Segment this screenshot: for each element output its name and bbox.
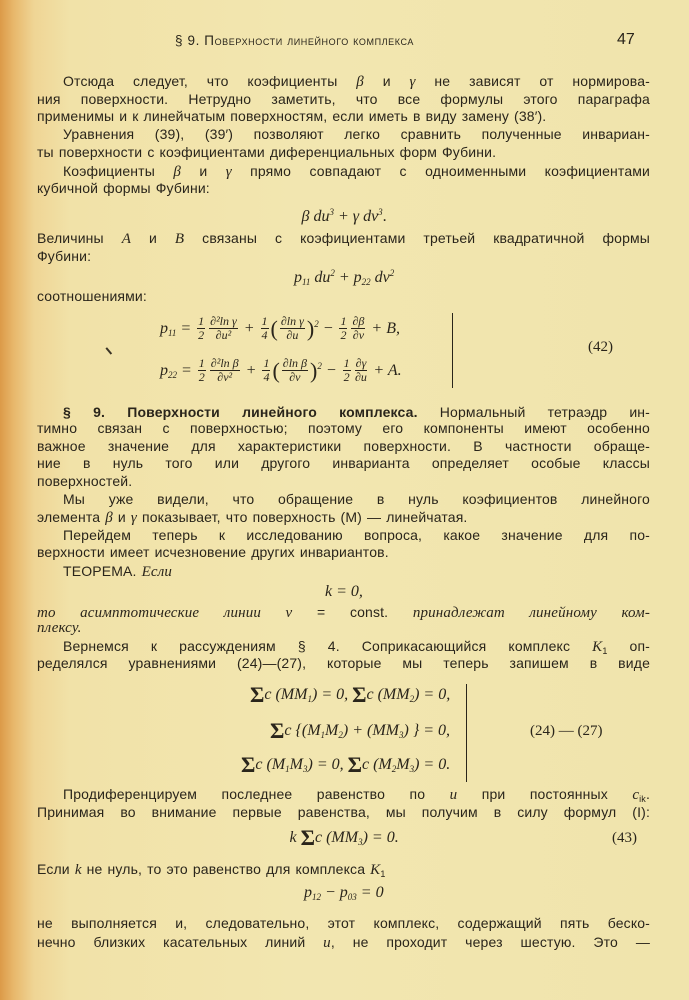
italic-run: u [323, 935, 331, 951]
text-run: Принимая во внимание первые равенства, мы получим в силу формул (I): [37, 804, 650, 820]
text-line [37, 472, 650, 490]
text-run: c (M [362, 756, 392, 773]
italic-run: β [173, 164, 181, 180]
subscript: 3 [302, 764, 308, 774]
subscript: 2 [409, 694, 415, 704]
text-run: p [160, 319, 168, 337]
formula-row [302, 202, 387, 227]
text-run: оп- [607, 638, 650, 654]
text-run: и [131, 230, 175, 246]
text-run: c {(M [284, 722, 321, 739]
fraction-denominator: ∂u² [215, 328, 232, 343]
text-line [37, 419, 650, 437]
text-run: Величины [37, 230, 122, 246]
text-run: Перейдем теперь к исследованию вопроса, какое значение для по- [63, 527, 650, 543]
fraction-denominator: 4 [261, 328, 268, 343]
text-run: ) + (MM [342, 722, 399, 739]
text-line [37, 125, 650, 143]
text-run: элемента [37, 509, 106, 525]
text-run: . [645, 786, 650, 802]
fraction-numerator: 1 [261, 314, 268, 329]
text-run: − p [321, 884, 348, 901]
equation-number: (24) — (27) [530, 723, 603, 739]
fraction [351, 315, 365, 342]
fraction [209, 315, 238, 342]
text-line [37, 654, 650, 672]
italic-run: Если [141, 564, 173, 580]
sum-sign: Σ [270, 718, 285, 743]
text-run: M [325, 722, 339, 739]
fraction-denominator: 2 [340, 328, 347, 343]
text-line [37, 526, 650, 544]
text-run: Нормальный тетраэдр ин- [417, 404, 650, 420]
italic-run: принадлежат линейному ком- [412, 605, 650, 621]
text-run: c (MM [264, 686, 308, 703]
formula-row [160, 356, 402, 385]
sum-sign: Σ [352, 682, 367, 707]
fraction-denominator: 2 [198, 328, 205, 343]
text-run: dv [370, 268, 390, 286]
italic-run: c [632, 787, 640, 803]
fraction-denominator: ∂v² [217, 370, 233, 385]
subscript: 11 [168, 327, 177, 338]
italic-run: K [370, 862, 381, 878]
fraction-denominator: 2 [343, 370, 350, 385]
text-run: нечно близких касательных линий [37, 934, 324, 950]
text-run: − [321, 361, 341, 379]
subscript: 22 [361, 276, 371, 287]
fraction [355, 357, 368, 384]
fraction [339, 315, 347, 342]
text-run: ние в нуль того или другого инварианта определяет особые классы [37, 455, 650, 471]
text-line [37, 107, 650, 125]
fraction-numerator: 1 [198, 314, 205, 329]
equation-number: (43) [612, 830, 637, 846]
subscript: 1 [285, 764, 290, 774]
italic-run: β [356, 74, 364, 90]
fraction-numerator: ∂²ln β [210, 356, 239, 371]
text-run: + A. [369, 361, 402, 379]
text-run: ния поверхности. Нетрудно заметить, что все формулы этого параграфа [37, 91, 650, 107]
text-run: M [289, 756, 303, 773]
text-line [37, 618, 650, 637]
text-line [37, 143, 650, 161]
fraction [210, 357, 240, 384]
text-run: + B, [367, 319, 400, 337]
parenthesis: ) [306, 315, 315, 341]
formula-row [289, 825, 399, 852]
fraction-denominator: ∂u [286, 328, 299, 343]
text-run: и [363, 73, 410, 89]
text-run: Коэфициенты [63, 163, 174, 179]
fraction-numerator: ∂ln γ [280, 314, 304, 329]
text-run: = [176, 319, 196, 337]
text-run: ) = 0. [414, 756, 451, 773]
text-run: p [294, 268, 302, 286]
text-run: важное значение для характеристики поверхности. В частности обраще- [37, 438, 650, 454]
text-run: k = 0, [325, 583, 363, 600]
superscript: 3 [329, 206, 334, 217]
text-run: ТЕОРЕМА. [63, 563, 142, 579]
subscript: 1 [307, 694, 312, 704]
subscript: 22 [168, 369, 177, 380]
fraction-numerator: 1 [263, 356, 270, 371]
subscript: 12 [312, 892, 321, 902]
text-run: + [239, 319, 259, 337]
fraction-numerator: 1 [343, 356, 350, 371]
text-run: связаны с коэфициентами третьей квадратичной формы [184, 230, 650, 246]
text-run: Фубини: [37, 248, 92, 264]
subscript: 3 [358, 837, 363, 847]
fraction [282, 357, 308, 384]
fraction-denominator: ∂v [352, 328, 365, 343]
fraction [261, 315, 269, 342]
equation-brace [466, 684, 467, 782]
text-run: Вернемся к рассуждениям § 4. Соприкасающийся комплекс [63, 638, 593, 654]
stray-pen-mark [106, 347, 112, 354]
text-line [37, 803, 650, 821]
formula-row [304, 883, 384, 907]
sum-sign: Σ [250, 682, 265, 707]
text-run: и [112, 509, 131, 525]
text-run: не выполняется и, следовательно, этот комплекс, содержащий пять беско- [37, 915, 650, 931]
equation-number: (42) [588, 339, 613, 355]
text-run: = const. [292, 604, 413, 620]
italic-run: то асимптотические линии v [37, 605, 293, 621]
text-run: не зависят от нормирова- [415, 73, 650, 89]
text-run: верхности имеет исчезновение других инвариантов. [37, 544, 389, 560]
text-run: M [396, 756, 410, 773]
text-run: ) = 0, [414, 686, 451, 703]
formula-row [270, 718, 451, 745]
bold-run: § 9. Поверхности линейного комплекса. [63, 404, 418, 420]
text-run: тимно связан с поверхностью; поэтому его компоненты имеют особенно [37, 420, 650, 436]
subscript: 3 [409, 764, 415, 774]
italic-run: u [449, 787, 458, 803]
italic-run: B [174, 231, 185, 247]
text-run: β du [301, 207, 330, 225]
fraction [197, 315, 205, 342]
text-run: c (M [255, 756, 286, 773]
running-head-title: § 9. Поверхности линейного комплекса [175, 33, 415, 48]
text-line [37, 490, 650, 508]
text-run: ) = 0, [311, 686, 353, 703]
text-run: Уравнения (39), (39′) позволяют легко сравнить полученные инвариан- [63, 126, 650, 142]
formula-row [160, 314, 400, 343]
fraction-denominator: ∂v [289, 370, 301, 385]
fraction-numerator: 1 [198, 356, 205, 371]
superscript: 2 [330, 267, 335, 278]
text-run: . [382, 207, 387, 225]
subscript: 2 [338, 730, 343, 740]
text-run: соотношениями: [37, 288, 147, 304]
text-run: du [310, 268, 331, 286]
text-line [37, 914, 650, 932]
equation-brace [452, 313, 453, 388]
text-line [37, 72, 650, 91]
superscript: 2 [317, 360, 322, 371]
text-run: применимы и к линейчатым поверхностям, если иметь в виду замену (38′). [37, 108, 547, 124]
text-run: c (MM [366, 686, 410, 703]
fraction-numerator: 1 [340, 314, 347, 329]
fraction-numerator: ∂γ [355, 356, 367, 371]
fraction-denominator: ∂u [355, 370, 367, 385]
subscript: 3 [398, 730, 404, 740]
text-run: = [177, 361, 196, 379]
formula-row [241, 752, 451, 779]
text-run: p [160, 361, 168, 379]
italic-run: k [74, 862, 82, 878]
text-run: , не проходит через шестую. Это — [330, 934, 651, 950]
text-run: кубичной формы Фубини: [37, 180, 210, 196]
page-header [0, 33, 689, 53]
text-line [37, 90, 650, 108]
italic-run: β [105, 510, 113, 526]
text-run: Продиференцируем последнее равенство по [63, 786, 450, 802]
text-run: показывает, что поверхность (M) — линейчатая. [136, 509, 468, 525]
text-run: − [318, 319, 338, 337]
italic-run: A [121, 231, 132, 247]
italic-run: γ [225, 164, 232, 180]
text-run: ) = 0, [307, 756, 348, 773]
sum-sign: Σ [300, 825, 315, 850]
subscript: 1 [380, 869, 386, 879]
subscript: ik [639, 794, 646, 804]
text-run: при постоянных [457, 786, 633, 802]
text-line [37, 179, 650, 197]
parenthesis: ( [272, 357, 280, 383]
text-run: k [289, 829, 301, 846]
text-run: прямо совпадают с одноименными коэфициентами [231, 163, 651, 179]
parenthesis: ( [270, 315, 278, 341]
text-run: + γ dv [333, 207, 379, 225]
text-run: c (MM [315, 829, 359, 846]
fraction-denominator: 4 [263, 370, 270, 385]
text-run: не нуль, то это равенство для комплекса [81, 861, 371, 877]
fraction [198, 357, 206, 384]
formula-row [250, 682, 451, 709]
text-run: и [180, 163, 226, 179]
text-run: + [241, 361, 261, 379]
text-line [37, 287, 650, 305]
text-run: p [304, 884, 312, 901]
text-run: Отсюда следует, что коэфициенты [63, 73, 357, 89]
subscript: 11 [302, 276, 311, 287]
subscript: 1 [602, 646, 608, 656]
superscript: 3 [378, 206, 383, 217]
text-run: Если [37, 861, 75, 877]
text-run: Мы уже видели, что обращение в нуль коэфициентов линейного [63, 491, 650, 507]
text-run: ) } = 0, [403, 722, 451, 739]
text-run: ты поверхности с коэфициентами диференциальных форм Фубини. [37, 144, 497, 160]
fraction-numerator: ∂ln β [282, 356, 308, 371]
text-line [37, 933, 650, 952]
text-run: поверхностей. [37, 473, 133, 489]
italic-run: K [592, 639, 603, 655]
text-line [37, 860, 650, 883]
fraction [262, 357, 270, 384]
text-run: ) = 0. [362, 829, 399, 846]
text-line [37, 508, 650, 527]
sum-sign: Σ [347, 752, 362, 777]
text-run: ределялся уравнениями (24)—(27), которые мы теперь запишем в виде [37, 655, 650, 671]
fraction [343, 357, 351, 384]
fraction-numerator: ∂²ln γ [210, 314, 237, 329]
subscript: 03 [347, 892, 357, 902]
superscript: 2 [389, 267, 395, 278]
text-run: + p [334, 268, 362, 286]
subscript: 2 [391, 764, 397, 774]
italic-run: γ [130, 510, 137, 526]
sum-sign: Σ [241, 752, 256, 777]
parenthesis: ) [310, 357, 318, 383]
text-run: = 0 [356, 884, 384, 901]
italic-run: плексу. [37, 620, 82, 636]
fraction-denominator: 2 [198, 370, 205, 385]
text-line [37, 454, 650, 472]
italic-run: γ [409, 74, 416, 90]
text-line [37, 229, 650, 248]
page-number: 47 [617, 31, 635, 48]
superscript: 2 [314, 318, 319, 329]
text-line [37, 562, 650, 581]
text-line [37, 543, 650, 561]
fraction-numerator: ∂β [352, 314, 365, 329]
formula-row [325, 582, 363, 602]
subscript: 1 [320, 730, 326, 740]
fraction [280, 315, 305, 342]
text-line [37, 437, 650, 455]
